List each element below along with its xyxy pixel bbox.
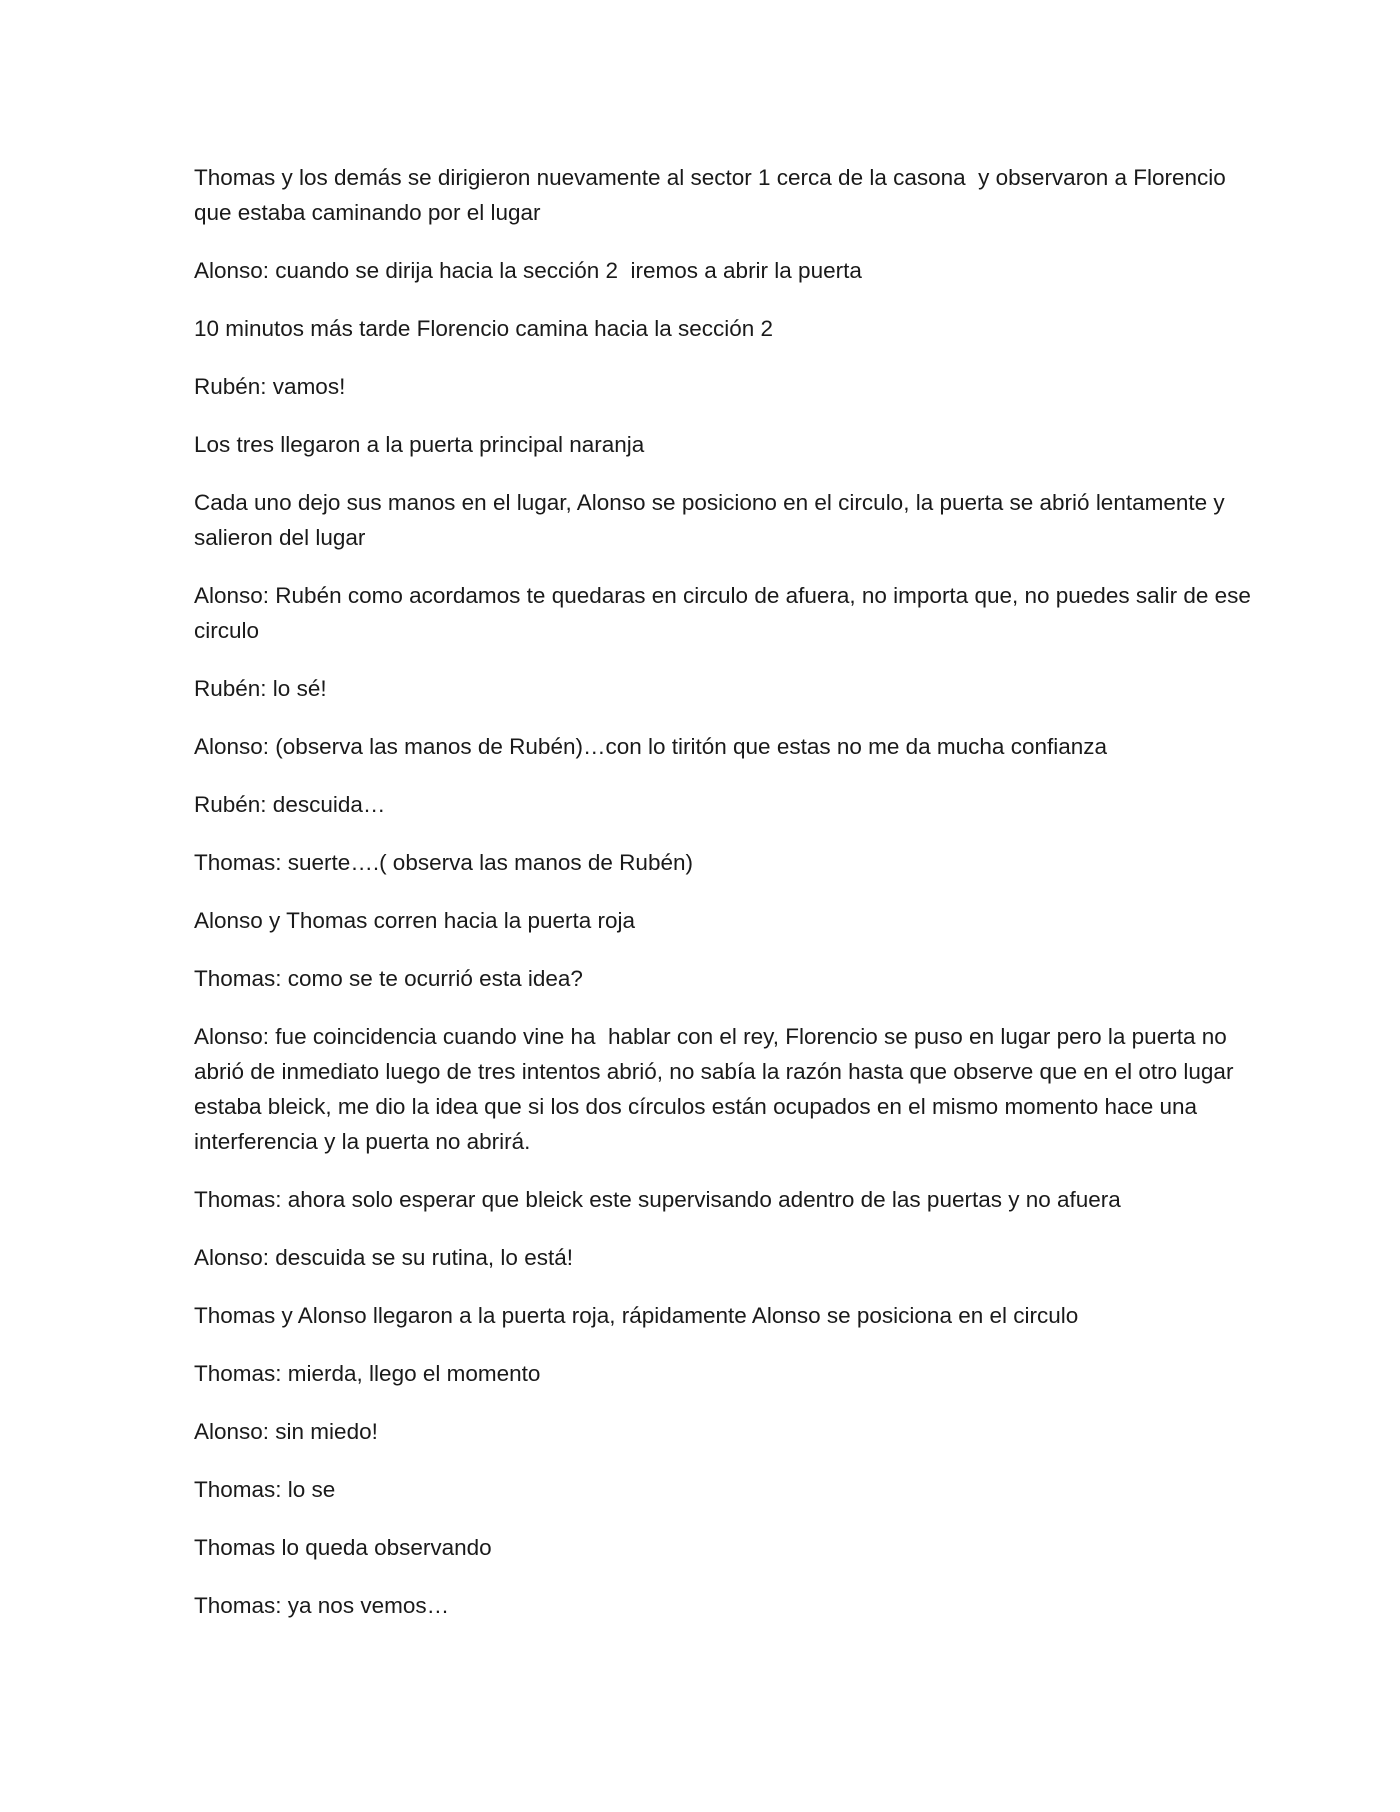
paragraph-dialogue: Rubén: descuida… [194,792,386,817]
paragraph-dialogue: Thomas: ya nos vemos… [194,1593,450,1618]
paragraph-dialogue: Thomas: como se te ocurrió esta idea? [194,966,583,991]
paragraph-narration: Thomas lo queda observando [194,1535,492,1560]
paragraph-dialogue: Alonso: descuida se su rutina, lo está! [194,1245,573,1270]
paragraph-dialogue: Thomas: ahora solo esperar que bleick este supervisando adentro de las puertas y no afuera [194,1187,1121,1212]
paragraph-narration: Cada uno dejo sus manos en el lugar, Alonso se posiciono en el circulo, la puerta se abrió lentamente y salieron del lugar [194,490,1231,550]
paragraph-dialogue: Alonso: (observa las manos de Rubén)…con lo tiritón que estas no me da mucha confianza [194,734,1108,759]
paragraph-dialogue: Rubén: lo sé! [194,676,327,701]
paragraph-dialogue: Alonso: Rubén como acordamos te quedaras en circulo de afuera, no importa que, no puedes salir de ese circulo [194,583,1258,643]
paragraph-narration: Thomas y Alonso llegaron a la puerta roja, rápidamente Alonso se posiciona en el circulo [194,1303,1079,1328]
paragraph-dialogue: Alonso: cuando se dirija hacia la sección 2 iremos a abrir la puerta [194,258,862,283]
paragraph-dialogue: Rubén: vamos! [194,374,346,399]
document-body [194,160,1258,1646]
paragraph-narration: 10 minutos más tarde Florencio camina hacia la sección 2 [194,316,774,341]
paragraph-dialogue: Thomas: mierda, llego el momento [194,1361,541,1386]
paragraph-narration: Thomas y los demás se dirigieron nuevamente al sector 1 cerca de la casona y observaron a Florencio que estaba caminando por el lugar [194,165,1233,225]
paragraph-narration: Los tres llegaron a la puerta principal naranja [194,432,645,457]
paragraph-dialogue: Thomas: suerte….( observa las manos de Rubén) [194,850,693,875]
paragraph-dialogue: Thomas: lo se [194,1477,336,1502]
paragraph-dialogue: Alonso: fue coincidencia cuando vine ha hablar con el rey, Florencio se puso en lugar pero la puerta no abrió de inmediato luego de tres intentos abrió, no sabía la razón hasta que observe que en el otro lugar estaba bleick, me dio la idea que si los dos círculos están ocupados en el mismo momento hace una interferencia y la puerta no abrirá. [194,1024,1240,1154]
paragraph-dialogue: Alonso: sin miedo! [194,1419,378,1444]
paragraph-narration: Alonso y Thomas corren hacia la puerta roja [194,908,636,933]
